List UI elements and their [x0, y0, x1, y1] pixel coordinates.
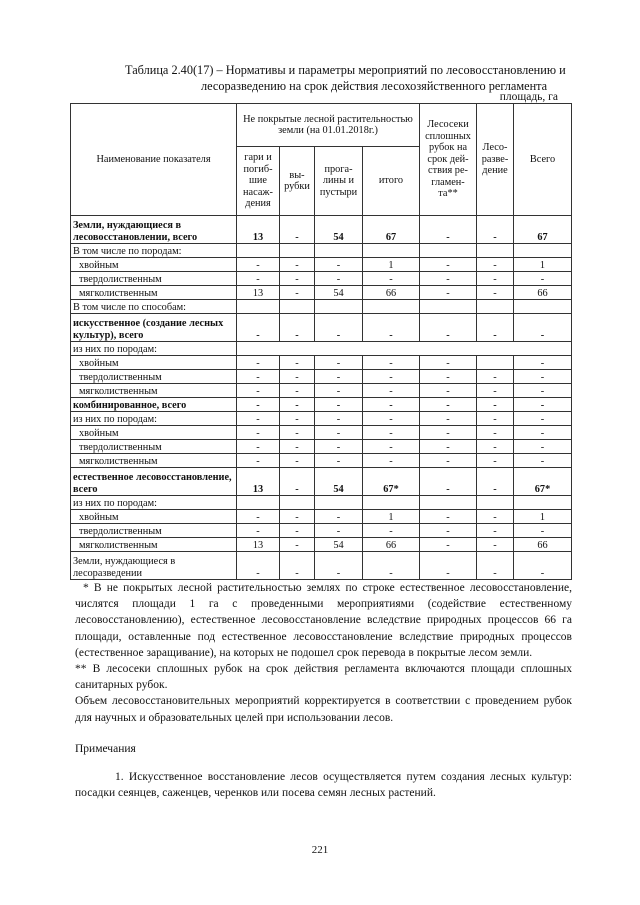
merged-cell [237, 342, 572, 356]
table-cell: 54 [315, 286, 363, 300]
table-row [71, 342, 572, 356]
table-cell: - [420, 314, 477, 342]
table-cell [315, 244, 363, 258]
row-label: твердолиственным [71, 370, 237, 384]
table-cell: - [280, 314, 315, 342]
table-cell: 67 [514, 216, 572, 244]
table-row [71, 496, 572, 510]
table-row [71, 216, 572, 244]
table-cell: - [477, 412, 514, 426]
table-cell: - [420, 552, 477, 580]
col-gari: гари и погиб-шие насаж-дения [237, 147, 280, 216]
table-cell: - [237, 426, 280, 440]
table-cell: - [363, 454, 420, 468]
table-cell: - [237, 510, 280, 524]
row-label: хвойным [71, 258, 237, 272]
table-cell: - [363, 356, 420, 370]
table-row [71, 524, 572, 538]
table-cell: 1 [514, 510, 572, 524]
table-cell: - [280, 426, 315, 440]
table-cell: - [420, 510, 477, 524]
table-row [71, 272, 572, 286]
table-cell: - [477, 552, 514, 580]
table-row [71, 552, 572, 580]
table-cell: - [280, 524, 315, 538]
table-cell: - [363, 426, 420, 440]
row-label: мягколиственным [71, 384, 237, 398]
table-cell: 54 [315, 538, 363, 552]
table-cell: - [514, 454, 572, 468]
table-cell [514, 496, 572, 510]
table-cell: - [420, 468, 477, 496]
caption-line-1: Таблица 2.40(17) – Нормативы и параметры мероприятий по лесовосстановлению и [125, 63, 566, 77]
table-cell: - [420, 258, 477, 272]
footnote-2: ** В лесосеки сплошных рубок на срок действия регламента включаются площади сплошных санитарных рубок. [75, 663, 572, 692]
table-row [71, 538, 572, 552]
data-table [70, 103, 572, 580]
table-cell: - [477, 370, 514, 384]
table-cell: - [280, 286, 315, 300]
table-cell [363, 244, 420, 258]
table-cell: - [237, 272, 280, 286]
table-cell: 13 [237, 286, 280, 300]
table-row [71, 412, 572, 426]
table-cell: - [477, 510, 514, 524]
row-label: хвойным [71, 356, 237, 370]
table-cell: 67* [514, 468, 572, 496]
table-cell: - [514, 552, 572, 580]
col-name: Наименование показателя [71, 104, 237, 216]
table-cell [315, 300, 363, 314]
table-cell: - [315, 524, 363, 538]
table-cell: - [280, 356, 315, 370]
table-cell: - [420, 356, 477, 370]
table-cell: - [315, 370, 363, 384]
table-cell: - [420, 538, 477, 552]
row-label: твердолиственным [71, 272, 237, 286]
row-label: твердолиственным [71, 440, 237, 454]
table-cell [477, 496, 514, 510]
table-cell: - [514, 524, 572, 538]
table-cell [514, 244, 572, 258]
page-number: 221 [311, 844, 329, 856]
row-label: Земли, нуждающиеся в лесоразведении [71, 552, 237, 580]
table-cell: - [514, 426, 572, 440]
table-row [71, 468, 572, 496]
table-row [71, 454, 572, 468]
footnote-1: * В не покрытых лесной растительностью землях по строке естественное лесовосстановление, числятся площади 1 га с проведенными мероприятиями (содействие естественному лесовосстановлению), естественное лесовосстановление вследствие природных процессов 66 га площади, оставленные под естественное лесовосстановление вследствие природных процессов (естественное заращивание), на которых не подошел срок перевода в покрытые лесом земли. [75, 582, 572, 659]
table-cell [280, 496, 315, 510]
table-cell: - [237, 412, 280, 426]
table-cell: - [363, 524, 420, 538]
row-label: твердолиственным [71, 524, 237, 538]
table-cell: 66 [363, 538, 420, 552]
table-cell: - [315, 454, 363, 468]
table-cell: - [514, 384, 572, 398]
table-cell: - [280, 552, 315, 580]
table-cell: - [420, 286, 477, 300]
row-label: Земли, нуждающиеся в лесовосстановлении, всего [71, 216, 237, 244]
row-label: искусственное (создание лесных культур), всего [71, 314, 237, 342]
table-caption [70, 62, 575, 94]
table-cell: - [363, 398, 420, 412]
table-cell: - [514, 398, 572, 412]
table-cell: - [420, 440, 477, 454]
table-cell: - [280, 272, 315, 286]
table-cell: 66 [514, 538, 572, 552]
table-cell [237, 300, 280, 314]
row-label: комбинированное, всего [71, 398, 237, 412]
table-cell: - [514, 314, 572, 342]
table-cell: - [315, 356, 363, 370]
table-cell: 1 [363, 258, 420, 272]
table-cell: - [280, 440, 315, 454]
table-cell [477, 244, 514, 258]
table-cell: - [514, 412, 572, 426]
table-cell: - [420, 426, 477, 440]
table-row [71, 286, 572, 300]
table-cell: 54 [315, 468, 363, 496]
table-cell: - [315, 552, 363, 580]
table-row [71, 426, 572, 440]
table-row [71, 398, 572, 412]
note-1: 1. Искусственное восстановление лесов осуществляется путем создания лесных культур: посадки сеянцев, саженцев, черенков или посева семян лесных растений. [75, 771, 572, 800]
table-cell [514, 300, 572, 314]
row-label: из них по породам: [71, 412, 237, 426]
table-row [71, 356, 572, 370]
table-cell: 67 [363, 216, 420, 244]
row-label: мягколиственным [71, 286, 237, 300]
table-cell: - [280, 510, 315, 524]
table-row [71, 440, 572, 454]
table-cell: - [514, 356, 572, 370]
table-cell [477, 356, 514, 370]
row-label: мягколиственным [71, 538, 237, 552]
table-cell: - [280, 370, 315, 384]
table-cell: - [280, 216, 315, 244]
table-cell: - [280, 398, 315, 412]
table-cell [280, 244, 315, 258]
table-cell: - [237, 370, 280, 384]
table-cell: - [477, 286, 514, 300]
table-cell: - [315, 384, 363, 398]
row-label: естественное лесовосстановление, всего [71, 468, 237, 496]
table-cell: - [477, 314, 514, 342]
col-lesoseki: Лесосеки сплошных рубок на срок дей-ствия ре-гламен-та** [420, 104, 477, 216]
table-cell [363, 300, 420, 314]
table-cell: - [363, 440, 420, 454]
table-cell [315, 496, 363, 510]
table-cell: 13 [237, 538, 280, 552]
table-cell: 54 [315, 216, 363, 244]
table-cell: - [280, 468, 315, 496]
table-cell: - [477, 398, 514, 412]
row-label: из них по породам: [71, 496, 237, 510]
table-cell [237, 496, 280, 510]
table-cell: - [315, 440, 363, 454]
table-cell: - [477, 216, 514, 244]
table-cell: - [315, 272, 363, 286]
table-cell: - [420, 272, 477, 286]
table-row [71, 510, 572, 524]
col-lesorazv: Лесо-разве-дение [477, 104, 514, 216]
table-cell: - [477, 258, 514, 272]
table-row [71, 300, 572, 314]
col-group-uncovered: Не покрытые лесной растительностью земли (на 01.01.2018г.) [237, 104, 420, 147]
table-cell: 1 [363, 510, 420, 524]
table-row [71, 370, 572, 384]
footnote-3: Объем лесовосстановительных мероприятий корректируется в соответствии с проведением рубок для научных и образовательных целей при использовании лесов. [75, 695, 572, 724]
table-cell: - [237, 552, 280, 580]
table-cell: 66 [363, 286, 420, 300]
row-label: В том числе по породам: [71, 244, 237, 258]
notes-title: Примечания [75, 743, 136, 755]
table-cell: - [237, 356, 280, 370]
table-cell: - [280, 384, 315, 398]
row-label: В том числе по способам: [71, 300, 237, 314]
table-cell: - [477, 538, 514, 552]
table-cell: - [477, 426, 514, 440]
table-cell [237, 244, 280, 258]
table-cell: - [477, 272, 514, 286]
table-cell: - [420, 412, 477, 426]
table-cell: - [514, 440, 572, 454]
table-cell: 66 [514, 286, 572, 300]
table-cell: - [237, 398, 280, 412]
row-label: мягколиственным [71, 454, 237, 468]
table-cell: 13 [237, 216, 280, 244]
table-cell: - [477, 440, 514, 454]
table-cell: - [477, 454, 514, 468]
table-cell: - [420, 370, 477, 384]
table-cell: - [420, 398, 477, 412]
table-row [71, 244, 572, 258]
row-label: хвойным [71, 510, 237, 524]
table-cell: - [477, 384, 514, 398]
table-cell: - [420, 524, 477, 538]
table-cell: - [237, 454, 280, 468]
table-cell: - [315, 258, 363, 272]
table-cell: - [315, 412, 363, 426]
table-cell: - [237, 384, 280, 398]
table-cell: - [237, 440, 280, 454]
table-cell: - [280, 454, 315, 468]
table-cell: - [477, 524, 514, 538]
table-cell: - [420, 454, 477, 468]
col-itogo: итого [363, 147, 420, 216]
caption-line-2: лесоразведению на срок действия лесохозяйственного регламента [201, 79, 548, 93]
table-cell: - [315, 510, 363, 524]
table-cell: - [280, 258, 315, 272]
table-cell [420, 496, 477, 510]
table-cell: - [237, 258, 280, 272]
unit-label: площадь, га [499, 91, 558, 103]
row-label: из них по породам: [71, 342, 237, 356]
row-label: хвойным [71, 426, 237, 440]
table-cell: - [315, 426, 363, 440]
table-cell: - [363, 384, 420, 398]
table-cell: - [420, 384, 477, 398]
col-vsego: Всего [514, 104, 572, 216]
notes-section [75, 741, 572, 802]
table-cell [420, 244, 477, 258]
table-cell: - [363, 272, 420, 286]
col-vyrubki: вы-рубки [280, 147, 315, 216]
table-cell: - [420, 216, 477, 244]
table-cell: - [363, 314, 420, 342]
table-cell: - [514, 272, 572, 286]
table-cell: - [363, 412, 420, 426]
col-progaliny: прога-лины и пустыри [315, 147, 363, 216]
table-row [71, 258, 572, 272]
table-cell: - [280, 538, 315, 552]
table-cell [477, 300, 514, 314]
table-cell: - [237, 314, 280, 342]
table-cell [420, 300, 477, 314]
table-cell: - [237, 524, 280, 538]
table-cell: 1 [514, 258, 572, 272]
table-row [71, 384, 572, 398]
table-cell: - [315, 314, 363, 342]
table-row [71, 314, 572, 342]
table-cell: - [363, 370, 420, 384]
table-cell: - [315, 398, 363, 412]
table-cell: - [514, 370, 572, 384]
footnotes [75, 580, 572, 726]
table-cell: - [363, 552, 420, 580]
table-cell [280, 300, 315, 314]
table-cell: 13 [237, 468, 280, 496]
table-cell: - [280, 412, 315, 426]
table-cell: 67* [363, 468, 420, 496]
table-cell: - [477, 468, 514, 496]
table-cell [363, 496, 420, 510]
